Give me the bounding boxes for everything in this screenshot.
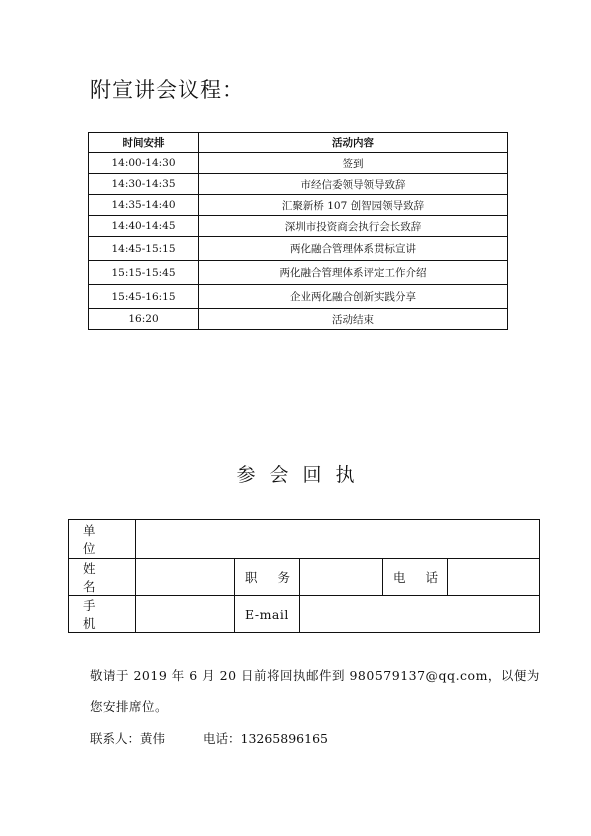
- reply-row-mobile: [69, 596, 540, 633]
- unit-label: 单 位: [69, 520, 136, 559]
- agenda-heading: 附宣讲会议程：: [90, 78, 244, 102]
- agenda-row: [89, 195, 508, 216]
- agenda-time: 14:00-14:30: [89, 153, 199, 174]
- reply-instruction: 敬请于 2019 年 6 月 20 日前将回执邮件到 980579137@qq.com，以便为: [90, 668, 540, 683]
- agenda-time: 14:40-14:45: [89, 216, 199, 237]
- agenda-table: [88, 132, 508, 330]
- email-label: E-mail: [235, 596, 300, 633]
- agenda-header-content: 活动内容: [199, 133, 508, 153]
- contact-phone: 电话：13265896165: [203, 731, 328, 746]
- contact-line: [90, 729, 328, 747]
- agenda-content: 深圳市投资商会执行会长致辞: [199, 216, 508, 237]
- unit-field[interactable]: [136, 520, 540, 559]
- agenda-row: [89, 285, 508, 309]
- mobile-label: 手 机: [69, 596, 136, 633]
- agenda-time: 15:45-16:15: [89, 285, 199, 309]
- name-label: 姓 名: [69, 559, 136, 596]
- reply-form-title: 参会回执: [236, 464, 369, 486]
- agenda-content: 两化融合管理体系评定工作介绍: [199, 261, 508, 285]
- agenda-time: 14:45-15:15: [89, 237, 199, 261]
- reply-row-name: [69, 559, 540, 596]
- email-field[interactable]: [300, 596, 540, 633]
- position-label: 职 务: [235, 559, 300, 596]
- agenda-time: 14:35-14:40: [89, 195, 199, 216]
- phone-label: 电 话: [383, 559, 448, 596]
- phone-field[interactable]: [448, 559, 540, 596]
- agenda-content: 活动结束: [199, 309, 508, 330]
- agenda-row: [89, 216, 508, 237]
- agenda-content: 签到: [199, 153, 508, 174]
- contact-person: 联系人：黄伟: [90, 731, 166, 746]
- agenda-content: 汇聚新桥 107 创智园领导致辞: [199, 195, 508, 216]
- reply-form-table: [68, 519, 540, 633]
- agenda-content: 企业两化融合创新实践分享: [199, 285, 508, 309]
- reply-instruction-cont: 您安排席位。: [90, 699, 169, 714]
- agenda-content: 两化融合管理体系贯标宣讲: [199, 237, 508, 261]
- agenda-row: [89, 261, 508, 285]
- name-field[interactable]: [136, 559, 235, 596]
- agenda-content: 市经信委领导领导致辞: [199, 174, 508, 195]
- agenda-header-time: 时间安排: [89, 133, 199, 153]
- agenda-row: [89, 309, 508, 330]
- agenda-time: 15:15-15:45: [89, 261, 199, 285]
- reply-row-unit: [69, 520, 540, 559]
- agenda-row: [89, 174, 508, 195]
- agenda-header-row: [89, 133, 508, 153]
- agenda-row: [89, 237, 508, 261]
- agenda-row: [89, 153, 508, 174]
- agenda-time: 16:20: [89, 309, 199, 330]
- agenda-time: 14:30-14:35: [89, 174, 199, 195]
- position-field[interactable]: [300, 559, 383, 596]
- mobile-field[interactable]: [136, 596, 235, 633]
